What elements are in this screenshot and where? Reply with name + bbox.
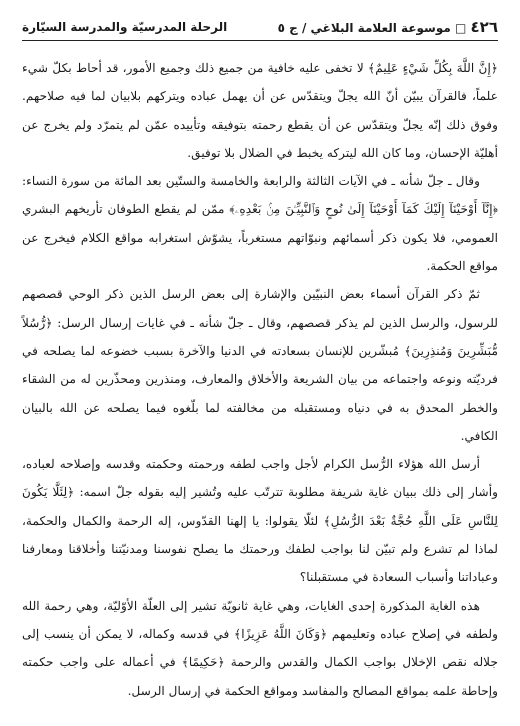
- section-title: الرحلة المدرسيّة والمدرسة السيّارة: [22, 20, 228, 34]
- header-rule: [22, 40, 498, 41]
- volume-title: موسوعة العلامة البلاغي / ج ٥: [277, 21, 451, 35]
- page-separator: □: [455, 21, 467, 35]
- page-body: [22, 54, 498, 705]
- header-right: [278, 18, 498, 36]
- paragraph: ثمّ ذكر القرآن أسماء بعض النبيّين والإشارة إلى بعض الرسل الذين ذكر الوحي قصصهم للرسول، والرسل الذين لم يذكر قصصهم، وقال ـ جلّ شأنه ـ في غايات إرسال الرسل: ﴿رُّسُلاً مُّبَشِّرِينَ وَمُنذِرِينَ﴾ مُبشّرين للإنسان بسعادته في الدنيا والآخرة بسبب خضوعه لما يصلحه في فرديّته ونوعه واجتماعه من بيان الشريعة والأخلاق والمعارف، ومنذرين ومحذّرين له من الشقاء والخطر المحدق به في دنياه ومستقبله من مخالفته لما بلّغوه فيما يصلحه عن الله بالبيان الكافي.: [22, 287, 498, 443]
- running-header: [22, 16, 498, 38]
- paragraph: أرسل الله هؤلاء الرُّسل الكرام لأجل واجب لطفه ورحمته وحكمته وقدسه وإصلاحه لعباده، وأشار إلى ذلك ببيان غاية شريفة مطلوبة تترتّب عليه وتُشير إليه بقوله جلّ اسمه: ﴿لِئَلَّا يَكُونَ لِلنَّاسِ عَلَى اللَّهِ حُجَّةٌ بَعْدَ الرُّسُلِ﴾ لئلّا يقولوا: يا إلهنا القدّوس، إله الرحمة والكمال والحكمة، لماذا لم تشرع ولم تبيّن لنا بواجب لطفك ورحمتك ما يصلح نفوسنا ومدنيّتنا وأخلاقنا ومعارفنا وعباداتنا وأسباب السعادة في مستقبلنا؟: [22, 457, 498, 585]
- page-number: ٤٢٦: [470, 18, 498, 36]
- paragraph: هذه الغاية المذكورة إحدى الغايات، وهي غاية ثانويّة تشير إلى العلّة الأوّليّة، وهي رحمة الله ولطفه في إصلاح عباده وتعليمهم ﴿وَكَانَ اللَّهُ عَزِيزًا﴾ في قدسه وكماله، لا يمكن أن ينسب إلى جلاله نقص الإخلال بواجب الكمال والقدس والرحمة ﴿حَكِيمًا﴾ في أعماله على واجب حكمته وإحاطة علمه بمواقع المصالح والمفاسد ومواقع الحكمة في إرسال الرسل.: [22, 598, 498, 698]
- paragraph: ﴿إِنَّ اللَّهَ بِكُلِّ شَيْءٍ عَلِيمٌ﴾ لا تخفى عليه خافية من جميع ذلك وجميع الأمور، قد أحاط بكلّ شيء علماً، فالقرآن يبيّن أنّ الله يجلّ ويتقدّس عن أن يهمل عباده ويتركهم بلابيان لما فيه صلاحهم. وفوق ذلك إنّه يجلّ ويتقدّس عن أن يقطع رحمته بتوفيقه وتأييده عمّن لم يتمرّد ولم يخرج عن أهليّة الإحسان، وما كان الله ليتركه يخبط في الضلال بلا توفيق.: [22, 61, 498, 160]
- paragraph: وقال ـ جلّ شأنه ـ في الآيات الثالثة والرابعة والخامسة والستّين بعد المائة من سورة النساء: ﴿إِنَّآ أَوْحَيْنَآ إِلَيْكَ كَمَآ أَوْحَيْنَآ إِلَىٰ نُوحٍ وَٱلنَّبِيِّـۧنَ مِنۢ بَعْدِهِۦ﴾ ممّن لم يقطع الطوفان تأريخهم البشري العمومي، فلا يكون ذكر أسمائهم ونبوّاتهم مستغرباً، يشوّش استغرابه مواقع الكلام فيخرج عن مواقع الحكمة.: [22, 174, 498, 274]
